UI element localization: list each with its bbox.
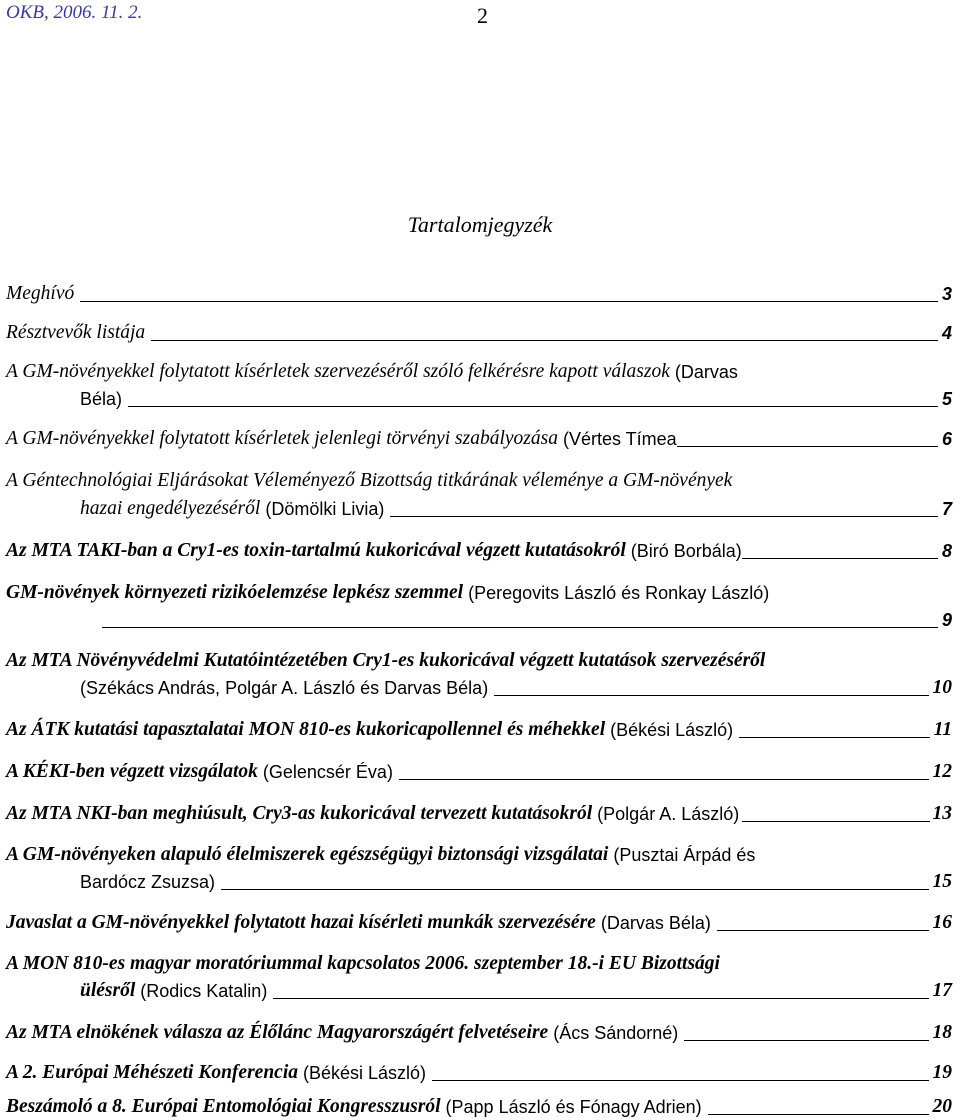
toc-leader [102, 627, 938, 628]
toc-entry-author: (Rodics Katalin) [140, 981, 268, 1001]
toc-title: Tartalomjegyzék [407, 212, 553, 237]
toc-entry-author: (Biró Borbála) [630, 541, 742, 561]
toc-entry-continuation[interactable] [80, 977, 952, 1003]
toc-entry[interactable] [6, 280, 952, 306]
toc-entry[interactable] [6, 1019, 952, 1045]
toc-entry-title: Javaslat a GM-növényekkel folytatott hazai kísérleti munkák szervezésére [6, 912, 596, 933]
toc-entry-title: Az MTA NKI-ban meghiúsult, Cry3-as kukoricával tervezett kutatásokról [6, 803, 593, 824]
toc-page-number: 9 [941, 610, 952, 630]
toc-entry[interactable] [6, 467, 952, 493]
toc-leader [677, 446, 938, 447]
page-header [6, 2, 960, 28]
toc-leader [708, 1114, 929, 1115]
toc-entry-continuation[interactable] [80, 495, 952, 521]
toc-leader [739, 737, 929, 738]
toc-entry-title: Beszámoló a 8. Európai Entomológiai Kongresszusról [6, 1096, 441, 1117]
toc-entry-title: A 2. Európai Méhészeti Konferencia [6, 1062, 298, 1083]
toc-entry[interactable] [6, 909, 952, 935]
toc-page-number: 17 [932, 980, 952, 1001]
toc-entry-title: Az ÁTK kutatási tapasztalatai MON 810-es kukoricapollennel és méhekkel [6, 719, 606, 740]
toc-entry[interactable] [6, 716, 952, 742]
toc-entry[interactable] [6, 425, 952, 451]
toc-leader [494, 695, 928, 696]
toc-entry-title: A GM-növényeken alapuló élelmiszerek egészségügyi biztonsági vizsgálatai [6, 844, 609, 865]
toc-entry-author: (Darvas [674, 362, 738, 382]
toc-page-number: 10 [932, 677, 952, 698]
toc-page-number: 19 [932, 1062, 952, 1083]
toc-entry[interactable] [6, 319, 952, 345]
toc-page-number: 12 [932, 761, 952, 782]
toc-leader [684, 1040, 928, 1041]
toc-entry-author: Bardócz Zsuzsa) [80, 872, 216, 892]
toc-entry-author: (Gelencsér Éva) [262, 762, 393, 782]
toc-leader [80, 301, 938, 302]
toc-entry[interactable] [6, 800, 952, 826]
toc-entry[interactable] [6, 1059, 952, 1085]
toc-entry[interactable] [6, 358, 952, 384]
toc-leader [399, 779, 929, 780]
toc-leader [432, 1080, 928, 1081]
page-number: 2 [477, 3, 488, 28]
toc-entry[interactable] [6, 758, 952, 784]
toc-entry-author: (Békési László) [610, 720, 734, 740]
toc-entry-title: A GM-növényekkel folytatott kísérletek jelenlegi törvényi szabályozása [6, 428, 558, 449]
toc-leader [151, 340, 938, 341]
toc-entry-title: Az MTA elnökének válasza az Élőlánc Magyarországért felvetéseire [6, 1022, 549, 1043]
toc-page-number: 20 [932, 1096, 952, 1117]
toc-entry[interactable] [6, 537, 952, 563]
toc-entry-title: hazai engedélyezéséről [80, 498, 261, 519]
toc-entry-title: A Géntechnológiai Eljárásokat Véleményező Bizottság titkárának véleménye a GM-növények [6, 470, 733, 491]
toc-page-number: 3 [941, 284, 952, 304]
toc-leader [742, 558, 938, 559]
toc-entry-author: (Székács András, Polgár A. László és Darvas Béla) [80, 678, 489, 698]
toc-entry-author: (Peregovits László és Ronkay László) [468, 583, 770, 603]
toc-page-number: 8 [941, 541, 952, 561]
toc-entry-title: GM-növények környezeti rizikóelemzése lepkész szemmel [6, 582, 464, 603]
toc-entry[interactable] [6, 841, 952, 867]
header-meta: OKB, 2006. 11. 2. [6, 2, 143, 23]
toc-entry-title: Meghívó [6, 283, 75, 304]
toc-entry-continuation[interactable] [80, 385, 952, 411]
toc-page-number: 7 [941, 499, 952, 519]
toc-entry-author: (Papp László és Fónagy Adrien) [445, 1097, 702, 1117]
toc-entry-author: (Darvas Béla) [600, 913, 711, 933]
toc-entry[interactable] [6, 579, 952, 605]
toc-entry-title: A KÉKI-ben végzett vizsgálatok [6, 761, 258, 782]
toc-entry-continuation[interactable] [6, 606, 952, 632]
toc-entry-author: (Békési László) [303, 1063, 427, 1083]
toc-leader [221, 889, 928, 890]
toc-entry-author: (Pusztai Árpád és [613, 845, 756, 865]
toc-leader [128, 406, 938, 407]
toc-page-number: 15 [932, 871, 952, 892]
toc-entry-title: A GM-növényekkel folytatott kísérletek szervezéséről szóló felkérésre kapott válaszok [6, 361, 670, 382]
toc-entry[interactable] [6, 1093, 952, 1119]
toc-entry-author: Béla) [80, 389, 123, 409]
toc-leader [390, 516, 938, 517]
toc-page-number: 5 [941, 389, 952, 409]
toc-entry-author: (Polgár A. László) [597, 804, 740, 824]
toc-page-number: 16 [932, 912, 952, 933]
toc-entry-title: ülésről [80, 980, 136, 1001]
toc-leader [717, 930, 929, 931]
toc-entry[interactable] [6, 950, 952, 976]
toc-page-number: 13 [932, 803, 952, 824]
toc-page-number: 6 [941, 429, 952, 449]
toc-entry-author: (Vértes Tímea [562, 429, 677, 449]
toc-entry-title: Az MTA Növényvédelmi Kutatóintézetében Cry1-es kukoricával végzett kutatások szervezéséről [6, 650, 766, 671]
toc-entry-author: (Dömölki Livia) [265, 499, 385, 519]
toc-page-number: 4 [941, 323, 952, 343]
toc-page-number: 11 [933, 719, 952, 740]
toc-leader [273, 998, 928, 999]
toc-leader [742, 821, 929, 822]
toc-entry-title: Az MTA TAKI-ban a Cry1-es toxin-tartalmú kukoricával végzett kutatásokról [6, 540, 626, 561]
toc-entry-continuation[interactable] [80, 674, 952, 700]
toc-page-number: 18 [932, 1022, 952, 1043]
toc-entry-title: Résztvevők listája [6, 322, 146, 343]
toc-entry[interactable] [6, 647, 952, 673]
toc-entry-author: (Ács Sándorné) [553, 1023, 679, 1043]
toc-entry-continuation[interactable] [80, 868, 952, 894]
toc-entry-title: A MON 810-es magyar moratóriummal kapcsolatos 2006. szeptember 18.-i EU Bizottsági [6, 953, 720, 974]
